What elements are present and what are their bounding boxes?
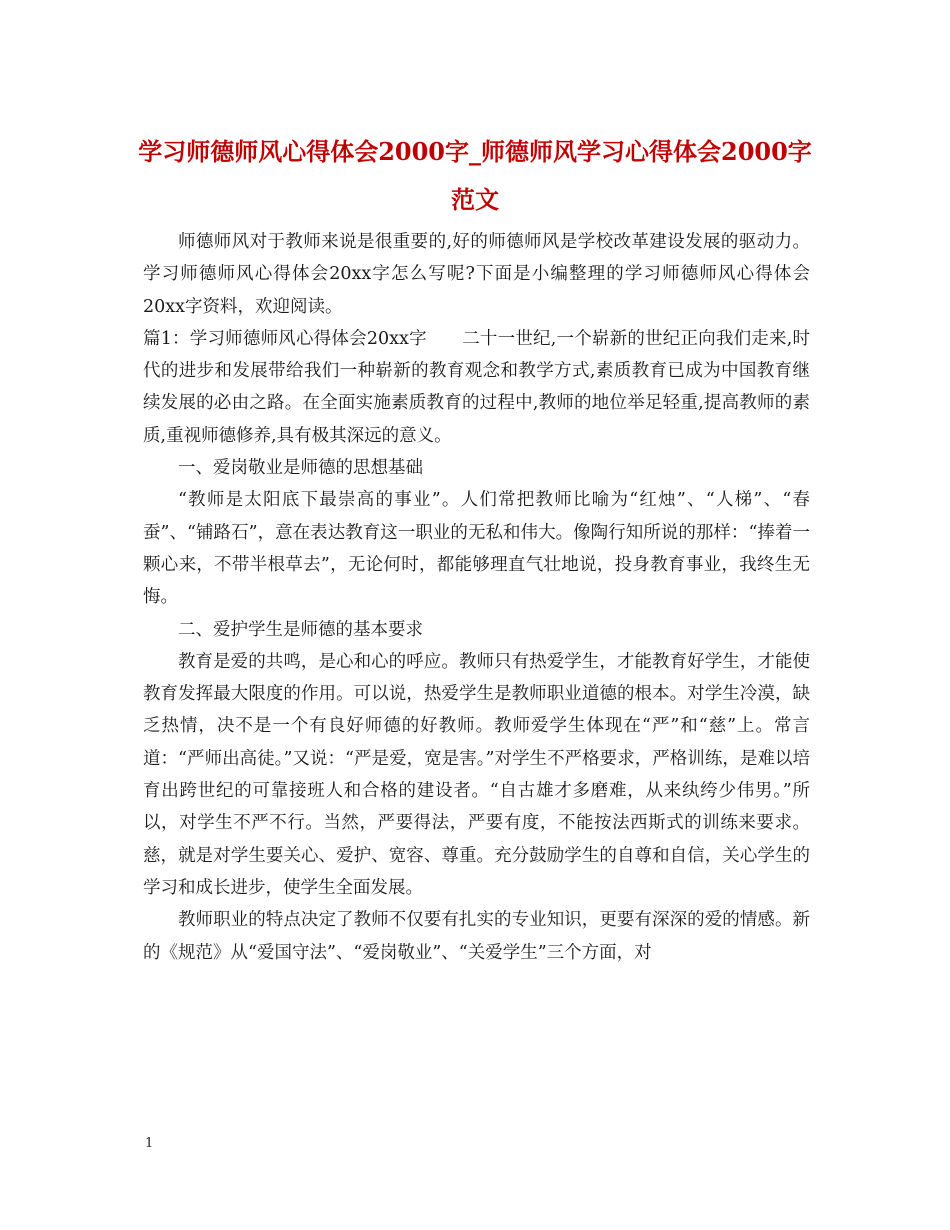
- section-heading-1: 一、爱岗敬业是师德的思想基础: [178, 458, 423, 479]
- page-number: 1: [145, 1136, 154, 1151]
- section-heading-2: 二、爱护学生是师德的基本要求: [178, 619, 423, 640]
- document-title: 学习师德师风心得体会2000字_师德师风学习心得体会2000字范文: [138, 137, 812, 214]
- body-paragraph: 教师职业的特点决定了教师不仅要有扎实的专业知识，更要有深深的爱的情感。新的《规范》从“爱国守法”、“爱岗敬业”、“关爱学生”三个方面，对: [143, 910, 810, 963]
- document-body: [143, 226, 810, 969]
- intro-paragraph: 师德师风对于教师来说是很重要的,好的师德师风是学校改革建设发展的驱动力。学习师德师风心得体会20xx字怎么写呢?下面是小编整理的学习师德师风心得体会20xx字资料，欢迎阅读。: [143, 232, 810, 317]
- body-paragraph: 教育是爱的共鸣，是心和心的呼应。教师只有热爱学生，才能教育好学生，才能使教育发挥最大限度的作用。可以说，热爱学生是教师职业道德的根本。对学生冷漠，缺乏热情，决不是一个有良好师德的好教师。教师爱学生体现在“严”和“慈”上。常言道：“严师出高徒。”又说：“严是爱，宽是害。”对学生不严格要求，严格训练，是难以培育出跨世纪的可靠接班人和合格的建设者。“自古雄才多磨难，从来纨绔少伟男。”所以，对学生不严不行。当然，严要得法，严要有度，不能按法西斯式的训练来要求。慈，就是对学生要关心、爱护、宽容、尊重。充分鼓励学生的自尊和自信，关心学生的学习和成长进步，使学生全面发展。: [143, 651, 810, 898]
- article-1-paragraph: 篇1：学习师德师风心得体会20xx字 二十一世纪,一个崭新的世纪正向我们走来,时代的进步和发展带给我们一种崭新的教育观念和教学方式,素质教育已成为中国教育继续发展的必由之路。在全面实施素质教育的过程中,教师的地位举足轻重,提高教师的素质,重视师德修养,具有极其深远的意义。: [143, 328, 810, 446]
- body-paragraph: “教师是太阳底下最崇高的事业”。人们常把教师比喻为“红烛”、“人梯”、“春蚕”、“铺路石”，意在表达教育这一职业的无私和伟大。像陶行知所说的那样：“捧着一颗心来，不带半根草去”，无论何时，都能够理直气壮地说，投身教育事业，我终生无悔。: [143, 490, 810, 608]
